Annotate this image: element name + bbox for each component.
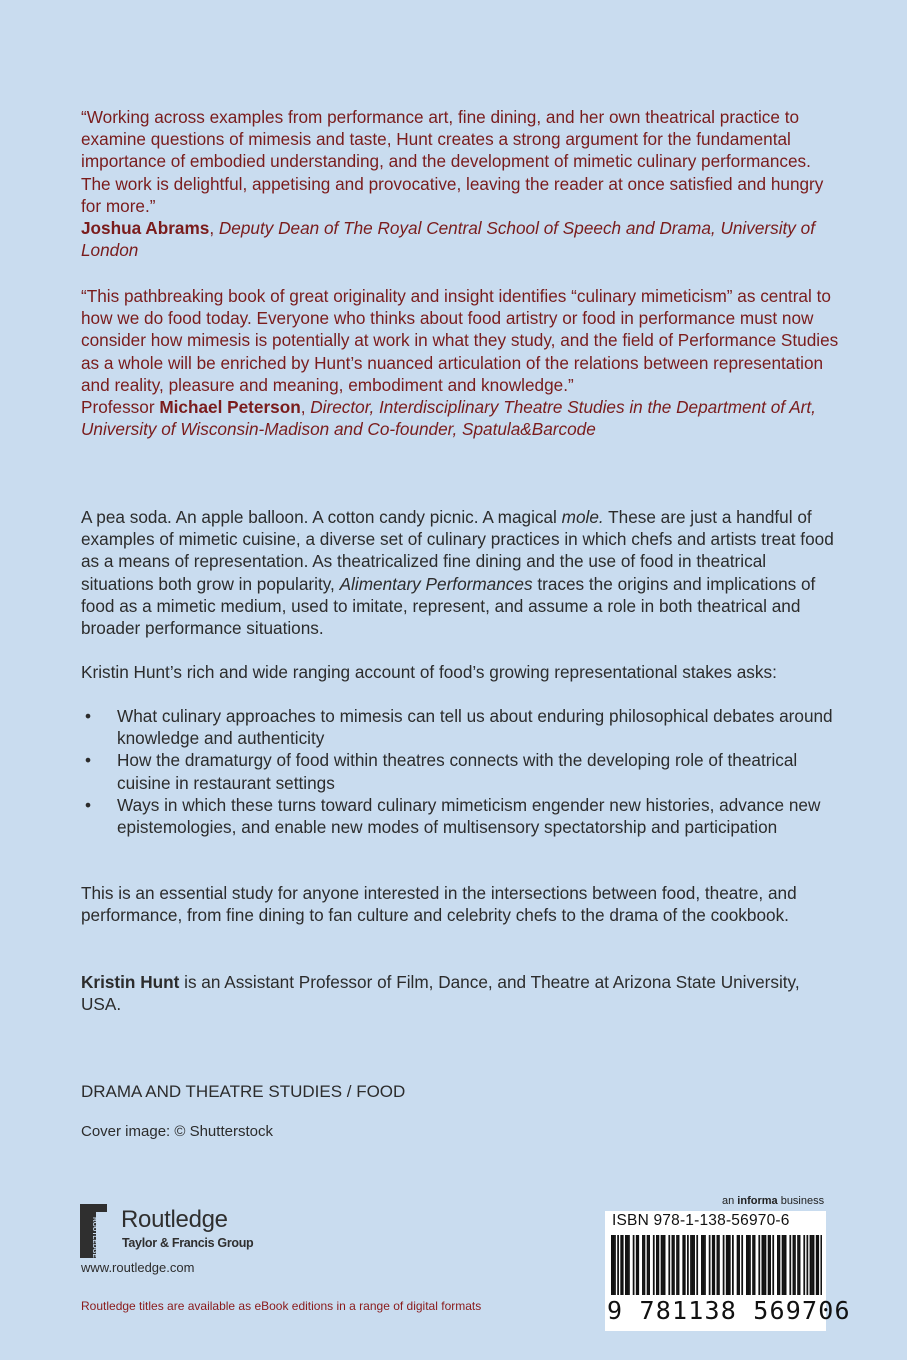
barcode-bar xyxy=(752,1235,754,1295)
endorser-title: Director, Interdisciplinary Theatre Studies in the Department of Art, University of Wisconsin-Madison and Co-founder, Spatula&Barcode xyxy=(81,397,816,440)
barcode-bar xyxy=(754,1235,756,1295)
barcode-bar xyxy=(748,1235,750,1295)
barcode-bar xyxy=(692,1235,694,1295)
barcode-bar xyxy=(803,1235,805,1295)
barcode-bar xyxy=(806,1235,808,1295)
barcode-bar xyxy=(622,1235,624,1295)
barcode-bar xyxy=(713,1235,715,1295)
barcode-bar xyxy=(662,1235,664,1295)
barcode-bar xyxy=(693,1235,695,1295)
barcode-bar xyxy=(614,1235,616,1295)
bullet-list xyxy=(81,705,841,838)
barcode-bar xyxy=(799,1235,801,1295)
barcode-bar xyxy=(718,1235,720,1295)
publisher-group: Taylor & Francis Group xyxy=(122,1236,254,1250)
informa-business: an informa business xyxy=(722,1195,825,1207)
blurb-mole: mole. xyxy=(561,507,604,527)
blurb-text: These are just a handful of examples of mimetic cuisine, a diverse set of culinary practices in which chefs and artists treat food as a means of representation. As theatricalized fine dining and the use of food in theatrical situations both grow in popularity, xyxy=(81,507,834,594)
endorser-prefix: Professor xyxy=(81,397,160,418)
barcode-bar xyxy=(682,1235,684,1295)
barcode-bar xyxy=(648,1235,650,1295)
quote-text: “This pathbreaking book of great originality and insight identifies “culinary mimeticism” as central to how we do food today. Everyone who thinks about food artistry or food in performance must now consider how mimesis is potentially at work in what they study, and the field of Performance Studies as a whole will be enriched by Hunt’s nuanced articulation of the relations between representation and reality, pleasure and meaning, embodiment and knowledge.” xyxy=(81,286,839,395)
barcode-bar xyxy=(816,1235,818,1295)
endorser-name: Michael Peterson xyxy=(159,397,301,418)
barcode-bar xyxy=(613,1235,615,1295)
bullet-icon: • xyxy=(85,706,92,726)
blurb-text: traces the origins and implications of food as a mimetic medium, used to imitate, represent, and assume a role in both theatrical and broader performance situations. xyxy=(81,573,816,639)
barcode-bar xyxy=(789,1235,791,1295)
vertical-wordmark: ROUTLEDGE xyxy=(91,1217,98,1258)
bullet-icon: • xyxy=(85,750,92,771)
quote-text: “Working across examples from performance art, fine dining, and her own theatrical practice to examine questions of mimesis and taste, Hunt creates a strong argument for the fundamental importance of embodied understanding, and the development of mimetic culinary performances. The work is delightful, appetising and provocative, leaving the reader at once satisfied and hungry for more.” xyxy=(81,107,824,216)
barcode-bar xyxy=(644,1235,646,1295)
barcode-bar xyxy=(620,1235,622,1295)
barcode-bar xyxy=(647,1235,649,1295)
barcode-bar xyxy=(794,1235,796,1295)
publisher-brand: Routledge xyxy=(121,1206,228,1233)
barcode-bar xyxy=(704,1235,706,1295)
barcode-bar xyxy=(636,1235,638,1295)
barcode-bar xyxy=(761,1235,763,1295)
author-name: Kristin Hunt xyxy=(81,972,180,992)
blurb-text: A pea soda. An apple balloon. A cotton candy picnic. A magical xyxy=(81,507,562,527)
barcode-bar xyxy=(627,1235,629,1295)
barcode-bar xyxy=(811,1235,813,1295)
barcode-bar xyxy=(768,1235,770,1295)
barcode-bar xyxy=(712,1235,714,1295)
barcode-bar xyxy=(817,1235,819,1295)
barcode-bar xyxy=(668,1235,670,1295)
barcode-bar xyxy=(687,1235,689,1295)
barcode-bar xyxy=(769,1235,771,1295)
barcode-bar xyxy=(793,1235,795,1295)
blurb-paragraph-3: This is an essential study for anyone interested in the intersections between food, theatre, and performance, from fine dining to fan culture and celebrity chefs to the drama of the cookbook. xyxy=(81,883,797,926)
barcode-bar xyxy=(763,1235,765,1295)
barcode-bar xyxy=(779,1235,781,1295)
barcode-bar xyxy=(696,1235,698,1295)
barcode-bar xyxy=(785,1235,787,1295)
list-item: • What culinary approaches to mimesis can tell us about enduring philosophical debates around knowledge and authenticity xyxy=(85,706,833,749)
barcode-bar xyxy=(709,1235,711,1295)
author-bio-text: is an Assistant Professor of Film, Dance, and Theatre at Arizona State University, USA. xyxy=(81,972,800,1015)
barcode-bar xyxy=(673,1235,675,1295)
barcode-bar xyxy=(729,1235,731,1295)
barcode-bar xyxy=(678,1235,680,1295)
barcode-bar xyxy=(633,1235,635,1295)
barcode-bar xyxy=(749,1235,751,1295)
blurb-paragraph-2: Kristin Hunt’s rich and wide ranging account of food’s growing representational stakes asks: xyxy=(81,662,777,682)
barcode-bar xyxy=(717,1235,719,1295)
barcode-bar xyxy=(658,1235,660,1295)
barcode-bar xyxy=(797,1235,799,1295)
barcode-bar xyxy=(732,1235,734,1295)
routledge-logo xyxy=(79,1203,279,1259)
endorsement-quote-2 xyxy=(81,285,841,440)
barcode-bar xyxy=(746,1235,748,1295)
barcode-bar xyxy=(783,1235,785,1295)
barcode-bar xyxy=(611,1235,613,1295)
author-bio xyxy=(81,971,841,1015)
list-item: • How the dramaturgy of food within theatres connects with the developing role of theatrical cuisine in restaurant settings xyxy=(85,750,798,793)
blurb-paragraph-1 xyxy=(81,506,841,639)
publisher-url: www.routledge.com xyxy=(81,1260,195,1275)
subject-category: DRAMA AND THEATRE STUDIES / FOOD xyxy=(81,1082,406,1101)
barcode-bar xyxy=(690,1235,692,1295)
barcode-bar xyxy=(741,1235,743,1295)
barcode-bar xyxy=(758,1235,760,1295)
barcode-bar xyxy=(703,1235,705,1295)
barcode-bar xyxy=(653,1235,655,1295)
cover-credit: Cover image: © Shutterstock xyxy=(81,1123,273,1140)
ebook-note: Routledge titles are available as eBook editions in a range of digital formats xyxy=(81,1299,482,1313)
barcode-bar xyxy=(628,1235,630,1295)
barcode-bar xyxy=(664,1235,666,1295)
isbn-label: ISBN 978-1-138-56970-6 xyxy=(612,1212,790,1229)
barcode-bar xyxy=(723,1235,725,1295)
barcode-bar xyxy=(617,1235,619,1295)
endorser-sep: , xyxy=(209,218,219,239)
barcode-bar xyxy=(661,1235,663,1295)
barcode-bar xyxy=(777,1235,779,1295)
endorsement-quote-1 xyxy=(81,106,841,261)
barcode-bar xyxy=(672,1235,674,1295)
barcode-bar xyxy=(642,1235,644,1295)
routledge-mark-icon xyxy=(79,1203,117,1259)
barcode-bar xyxy=(737,1235,739,1295)
barcode-bar xyxy=(684,1235,686,1295)
barcode-bar xyxy=(637,1235,639,1295)
barcode-bar xyxy=(676,1235,678,1295)
endorser-sep: , xyxy=(300,397,311,418)
barcode-bar xyxy=(813,1235,815,1295)
barcode-bar xyxy=(625,1235,627,1295)
endorser-name: Joshua Abrams xyxy=(81,218,210,239)
barcode-bar xyxy=(765,1235,767,1295)
barcode-bar xyxy=(820,1235,822,1295)
barcode-bar xyxy=(656,1235,658,1295)
barcode-bar xyxy=(738,1235,740,1295)
barcode-bar xyxy=(701,1235,703,1295)
barcode-digits: 9 781138 569706 xyxy=(607,1296,851,1325)
book-title: Alimentary Performances xyxy=(339,573,533,594)
barcode-bar xyxy=(727,1235,729,1295)
barcode-bar xyxy=(782,1235,784,1295)
endorser-title: Deputy Dean of The Royal Central School of Speech and Drama, University of London xyxy=(81,218,816,261)
barcode-bar xyxy=(772,1235,774,1295)
barcode-bar xyxy=(726,1235,728,1295)
bullet-icon: • xyxy=(85,794,92,815)
list-item: • Ways in which these turns toward culinary mimeticism engender new histories, advance new epistemologies, and enable new modes of multisensory spectatorship and participation xyxy=(85,794,821,838)
barcode xyxy=(611,1235,822,1295)
barcode-bar xyxy=(810,1235,812,1295)
